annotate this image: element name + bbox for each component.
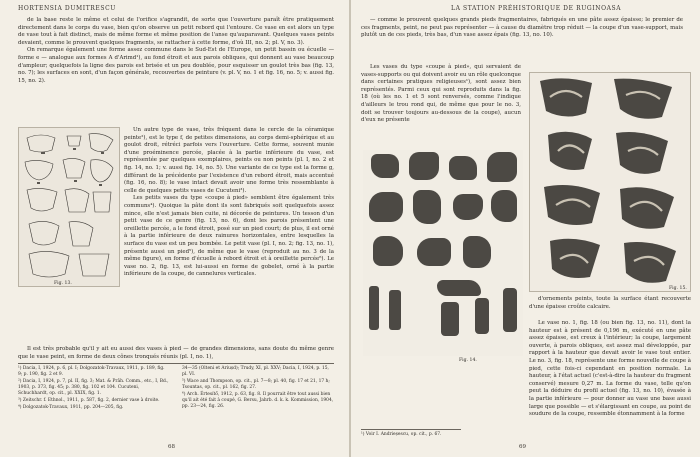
figure-13-plate	[18, 127, 120, 287]
right-top-text	[361, 17, 683, 40]
sherd-3	[449, 156, 477, 180]
figure-13-drawings	[19, 128, 119, 286]
left-footnotes-col2	[182, 366, 334, 411]
right-bottom-paragraph: Le vase no. 1, fig. 18 (ou bien fig. 13, no. 11), dont la hauteur est à présent de 0,196 m, exécuté en une pâte assez épaisse, est creux à l'intérieur; la coupe, largement ouverte, à parois obliques, est assez mal développée, par rapport à la hauteur que devait avoir le vase tout entier. Le no. 3, fig. 18, représente une forme nouvelle de coupe à pied, cette fois-ci cependant en position normale. La hauteur, à l'état actuel (c'est-à-dire la hauteur du fragment conservé) mesure 0,27 m. La forme du vase, telle qu'on peut la déduire du profil actuel (fig. 13, no. 10), évasée à la partie inférieure — pour donner au vase une base aussi large que possible — et s'élargissant en coupe, au point de soudure de la coupe, ressemble étonnamment à la forme	[529, 320, 691, 418]
left-footnote-1: ¹) Dacia, I, 1924, p. 6, pl. I; Dolgozatok-Travaux, 1911, p. 189, fig. 9; p. 190, fig. 2 et 9.	[18, 366, 165, 377]
left-paragraph-3: Un autre type de vase, très fréquent dans le cercle de la céramique peinte²), est le type f, de petites dimensions, au corps demi-sphérique et au goulot droit, rétréci parfois vers l'ouverture. Cette forme, souvent munie d'une proéminence percée, placée à la partie inférieure du vase, est représentée par quelques exemplaires, peints ou non peints (pl. I, no. 2 et fig. 14, no. 1; v. aussi fig. 14, no. 5). Une variante de ce type est la forme g, différant de la précédente par l'existence d'un rebord étroit, mais accentué (fig. 16, no. 8); le vase intact devait avoir une forme très ressemblante à celle de quelques petits vases de Cucuteni³).	[124, 127, 334, 194]
left-running-head: HORTENSIA DUMITRESCU	[18, 5, 116, 12]
figure-14-caption: Fig. 14.	[459, 358, 477, 363]
right-side-text	[529, 296, 691, 311]
left-footnotes-col1	[18, 366, 170, 412]
left-paragraph-4: Les petits vases du type «coupe à pied» semblent être également très communs⁴). Quoique la pâte dont ils sont fabriqués soit quelquefois assez mince, elle n'est jamais bien cuite, ni décorée de peintures. Un tesson d'un petit vase de ce genre (fig. 13, no. 6), dont les parois présentent une oreillette percée, a le fond étroit, posé sur un pied court; de plus, il est orné à la partie inférieure de deux rainures horizontales, entre lesquelles la surface du vase est un peu bombée. Le petit vase (pl. I, no. 2; fig. 13, no. 1), présente aussi un pied⁵), de même que le vase (reproduit au no. 3 de la même figure), en forme d'écuelle à rebord étroit et à oreillette percée⁶). Le vase no. 2, fig. 13, est lui-aussi en forme de gobelet, orné à la partie inférieure de la coupe, de cannelures verticales.	[124, 195, 334, 278]
sherd-16	[475, 298, 489, 334]
left-paragraph-1: de la base reste le même et celui de l'orifice s'agrandit, de sorte que l'ouverture paraît être pratiquement directement dans le corps du vase, bien qu'on observe un petit rebord qui l'entoure. Ce vase en est alors un type de vase tout à fait distinct, mais de même forme et même position de l'anse qu'auparavant. Quelques vases peints devaient, comme le prouvent quelques fragments, se rattacher à cette forme, d'où III, no. 2; pl. V, no. 3).	[18, 17, 334, 46]
left-page	[0, 0, 349, 457]
left-footnote-rule	[18, 363, 334, 364]
figure-15-caption: Fig. 15.	[669, 286, 687, 291]
right-paragraph-1: Les vases du type «coupe à pied», qui servaient de vases-supports ou qui doivent avoir eu un rôle quelconque dans certaines pratiques religieuses¹), sont assez bien représentés. Parmi ceux qui sont reproduits dans la fig. 18 (où les no. 1 et 5 sont renversés, comme l'indique d'ailleurs le trou rond qui, de même que pour le no. 3, doit se trouver toujours au-dessous de la coupe), aucun d'eux ne présente	[361, 64, 521, 124]
right-bottom-text	[529, 320, 691, 419]
right-page-number: 69	[519, 444, 526, 450]
left-footnote-7: ⁶) Arch. Értesítő, 1912, p. 63, fig. 8. Il pourrait être tout aussi bien qu'il ait été fait à coupé, G. Bersu, Jahrb. d. k. k. Kommission, 1904, pp. 23—24, fig. 26.	[182, 392, 334, 409]
left-page-number: 68	[168, 444, 175, 450]
sherd-14	[389, 290, 401, 330]
sherd-15	[441, 302, 459, 336]
right-column-text	[361, 64, 521, 125]
left-top-text	[18, 17, 334, 85]
right-running-head: LA STATION PRÉHISTORIQUE DE RUGINOASA	[451, 5, 622, 12]
sherd-8	[491, 190, 517, 222]
sherd-7	[453, 194, 483, 220]
sherd-4	[487, 152, 517, 182]
sherd-2	[409, 152, 439, 180]
sherd-11	[463, 236, 491, 268]
right-paragraph-top: — comme le prouvent quelques grands pieds fragmentaires, fabriqués en une pâte assez épaisse; le premier de ces fragments, peint, ne peut pas représenter — à cause du diamètre trop réduit — la coupe d'un vase-support, mais plutôt un de ces pieds, très bas, d'un vase assez épais (fig. 13, no. 10).	[361, 17, 683, 39]
figure-14-plate	[363, 150, 523, 356]
right-page	[351, 0, 700, 457]
sherd-1	[371, 154, 399, 178]
left-bottom-text	[18, 346, 334, 361]
left-footnote-5: 34—35 (Olteni et Ariușd); Trudy, XI, pl. XXV; Dacia, I, 1924, p. 15, pl. VI.	[182, 366, 329, 377]
left-footnote-4: ⁴) Dolgozatok-Travaux, 1911, pp. 204—205, fig.	[18, 405, 124, 410]
left-footnote-6: ⁵) Wace and Thompson, op. cit., pl. 7—8; pl. 40, fig. 17 et 21, 17 h; Tsountas, op. cit., pl. 162, fig. 27.	[182, 379, 330, 390]
figure-15-plate	[529, 72, 691, 292]
sherd-9	[373, 236, 403, 266]
right-footnote: ¹) Voir I. Andrieșescu, op. cit., p. 67.	[361, 432, 442, 437]
sherd-17	[503, 288, 517, 332]
sherd-6	[413, 190, 441, 224]
figure-15-sherds	[530, 73, 690, 291]
right-side-paragraph: d'ornements peints, toute la surface étant recouverte d'une épaisse croûte calcaire.	[529, 296, 691, 310]
left-column-text	[124, 127, 334, 279]
figure-13-caption: Fig. 13.	[54, 281, 72, 286]
sherd-12	[437, 280, 481, 296]
sherd-13	[369, 286, 379, 330]
right-footnote-rule	[361, 429, 461, 430]
sherd-10	[417, 238, 451, 266]
left-paragraph-2: On remarque également une forme assez commune dans le Sud-Est de l'Europe, un petit bassin ou écuelle — forme e — analogue aux formes A d'Arimd¹), au fond étroit et aux parois obliques, qui donnent au vase beaucoup d'ampleur; quelquefois la ligne des parois est brisée et un peu doublée, pour esquisser un goulot très bas (fig. 13, no. 7); les surfaces en sont, d'un façon générale, recouvertes de peinture (v. pl. V, no. 1 et fig. 16, no. 5; v. aussi fig. 15, no. 2).	[18, 47, 334, 84]
left-footnote-3: ³) Zeitschr. f. Ethnol., 1911, p. 587, fig. 2, dernier vase à droite.	[18, 398, 160, 403]
sherd-5	[369, 192, 403, 222]
left-footnote-2: ²) Dacia, I, 1924, p. 7, pl. II, fig. 3; Mat. & Prâh. Comm., etc., I, Bd., 1903, p. 373, fig. 45; p. 380, fig. 102 et 104. Cucuteni, Schuchhardt, op. cit., pl. XXIX, fig. 1.	[18, 379, 169, 396]
left-paragraph-5: Il est très probable qu'il y ait eu aussi des vases à pied — de grandes dimensions, sans doute du même genre que le vase peint, en forme de deux cônes tronqués réunis (pl. I, no. 1),	[18, 346, 334, 360]
